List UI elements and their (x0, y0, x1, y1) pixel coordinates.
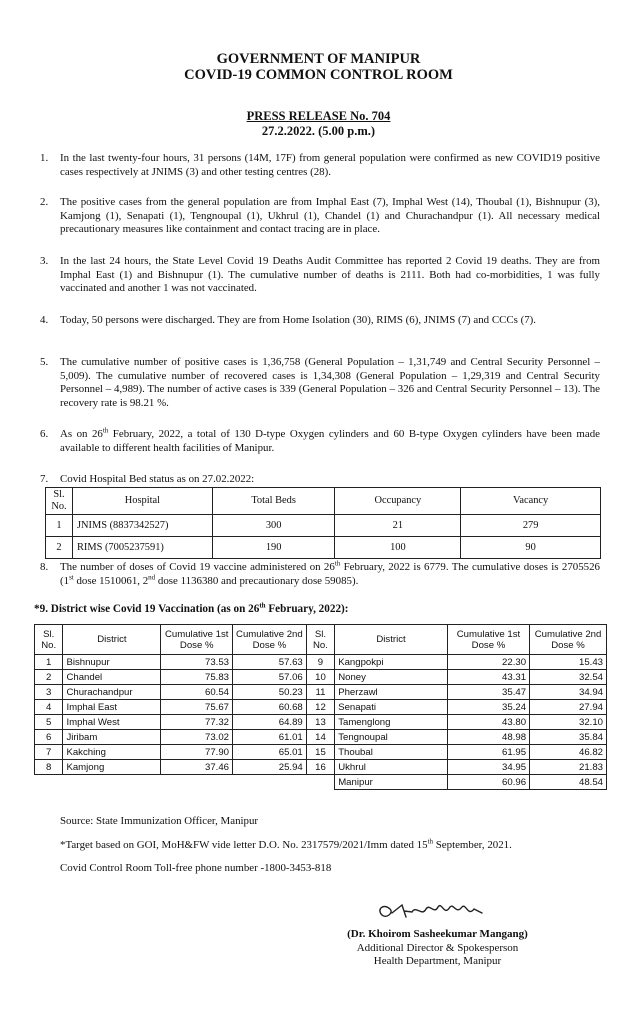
item-text: The number of doses of Covid 19 vaccine administered on 26th February, 2022 is 6779. The cumulative doses is 2705526 (1st dose 1510061, 2nd dose 1136380 and precautionary dose 59085). (60, 559, 600, 587)
table-cell (35, 775, 63, 790)
table-cell: 73.53 (161, 655, 233, 670)
column-header: District (335, 625, 448, 655)
column-header: Vacancy (461, 488, 601, 515)
table-cell: 2 (46, 537, 73, 559)
table-cell (306, 775, 334, 790)
table-header-row (46, 488, 601, 515)
item-number: 3. (40, 255, 49, 267)
table-cell: Kamjong (63, 760, 161, 775)
signatory-designation: Additional Director & Spokesperson (356, 941, 519, 954)
table-cell: Churachandpur (63, 685, 161, 700)
table-cell: Ukhrul (335, 760, 448, 775)
table-cell: 22.30 (447, 655, 529, 670)
table-cell: 48.54 (530, 775, 607, 790)
table-cell: 32.10 (530, 715, 607, 730)
item-text: Covid Hospital Bed status as on 27.02.2022: (60, 473, 255, 485)
table-cell: 15 (306, 745, 334, 760)
item-number: 5. (40, 356, 49, 368)
table-cell: 73.02 (161, 730, 233, 745)
item-5 (40, 356, 600, 410)
table-cell: 1 (35, 655, 63, 670)
target-note: *Target based on GOI, MoH&FW vide letter D.O. No. 2317579/2021/Imm dated 15th September, 2021. (60, 837, 512, 851)
hospital-bed-table (45, 487, 601, 559)
table-cell: 9 (306, 655, 334, 670)
table-cell: 35.24 (447, 700, 529, 715)
table-cell: 34.94 (530, 685, 607, 700)
item-text: The positive cases from the general population are from Imphal East (7), Imphal West (14), Thoubal (1), Bishnupur (3), Kamjong (1), Senapati (1), Tengnoupal (1), Ukhrul (1), Chandel (1) and Churachandpur (1). All necessary medical precautionary measures like containment and contact tracing are in place. (60, 196, 600, 236)
item-6 (40, 428, 600, 455)
district-vaccination-table (34, 624, 607, 790)
item-text: The cumulative number of positive cases is 1,36,758 (General Population – 1,31,749 and Central Security Personnel – 5,009). The cumulative number of recovered cases is 1,34,308 (General Population – 1,29,319 and Central Security Personnel – 4,989). The number of active cases is 339 (General Population – 326 and Central Security Personnel – 13). The recovery rate is 98.21 %. (60, 356, 600, 409)
table-cell: 90 (461, 537, 601, 559)
table-row (35, 700, 607, 715)
item-2 (40, 196, 600, 237)
column-header: Sl. No. (306, 625, 334, 655)
table-cell: 37.46 (161, 760, 233, 775)
press-release-number: PRESS RELEASE No. 704 (246, 109, 391, 123)
table-cell: 61.95 (447, 745, 529, 760)
table-cell (233, 775, 307, 790)
table-cell: 60.54 (161, 685, 233, 700)
table-cell: 61.01 (233, 730, 307, 745)
table-cell: 57.06 (233, 670, 307, 685)
signature-image (372, 895, 492, 925)
table-row (35, 730, 607, 745)
signatory-department: Health Department, Manipur (373, 955, 502, 967)
table-cell: 25.94 (233, 760, 307, 775)
table-cell: 8 (35, 760, 63, 775)
table-cell: Imphal West (63, 715, 161, 730)
column-header: Sl. No. (35, 625, 63, 655)
table-row (35, 715, 607, 730)
column-header: Occupancy (335, 488, 461, 515)
column-header: District (63, 625, 161, 655)
table-cell: Bishnupur (63, 655, 161, 670)
table-cell: Kangpokpi (335, 655, 448, 670)
column-header: Total Beds (212, 488, 335, 515)
table-cell: RIMS (7005237591) (72, 537, 212, 559)
item-7 (40, 473, 600, 487)
table-cell: 7 (35, 745, 63, 760)
item-text: In the last 24 hours, the State Level Covid 19 Deaths Audit Committee has reported 2 Covid 19 deaths. They are from Imphal East (1) and Bishnupur (1). The cumulative number of deaths is 2111. Both had co-morbidities, 1 was fully vaccinated and another 1 was not vaccinated. (60, 255, 600, 295)
table-cell: 75.83 (161, 670, 233, 685)
table-cell: 12 (306, 700, 334, 715)
item-number: 2. (40, 196, 49, 208)
table-cell: 60.96 (447, 775, 529, 790)
table-cell: Noney (335, 670, 448, 685)
table-cell: 4 (35, 700, 63, 715)
item-text: As on 26th February, 2022, a total of 130 D-type Oxygen cylinders and 60 B-type Oxygen cylinders have been made available to different health facilities of Manipur. (60, 426, 600, 454)
item-1 (40, 152, 600, 179)
table-cell: Kakching (63, 745, 161, 760)
table-row (46, 515, 601, 537)
table-cell: 3 (35, 685, 63, 700)
table-cell: 11 (306, 685, 334, 700)
item-8 (40, 561, 600, 588)
table-cell: 46.82 (530, 745, 607, 760)
table-cell: Jiribam (63, 730, 161, 745)
column-header: Cumulative 1st Dose % (161, 625, 233, 655)
signatory-block (330, 928, 545, 969)
table-cell: 77.90 (161, 745, 233, 760)
source-note: Source: State Immunization Officer, Manipur (60, 815, 259, 827)
column-header: Cumulative 2nd Dose % (530, 625, 607, 655)
table-cell: 60.68 (233, 700, 307, 715)
item-number: 7. (40, 473, 49, 485)
table-row (46, 537, 601, 559)
table-cell: Imphal East (63, 700, 161, 715)
district-vaccination-heading: *9. District wise Covid 19 Vaccination (as on 26th February, 2022): (34, 601, 349, 615)
column-header: Hospital (72, 488, 212, 515)
table-cell: 15.43 (530, 655, 607, 670)
table-cell: 6 (35, 730, 63, 745)
item-number: 1. (40, 152, 49, 164)
table-cell: 16 (306, 760, 334, 775)
table-row (35, 670, 607, 685)
table-cell: 190 (212, 537, 335, 559)
table-cell: 64.89 (233, 715, 307, 730)
table-cell: JNIMS (8837342527) (72, 515, 212, 537)
press-release-date: 27.2.2022. (5.00 p.m.) (261, 124, 376, 138)
table-cell: Tengnoupal (335, 730, 448, 745)
table-cell: Thoubal (335, 745, 448, 760)
table-cell: 27.94 (530, 700, 607, 715)
table-cell: Tamenglong (335, 715, 448, 730)
table-cell: 50.23 (233, 685, 307, 700)
table-cell: Chandel (63, 670, 161, 685)
header-government: GOVERNMENT OF MANIPUR (216, 51, 421, 67)
item-text: In the last twenty-four hours, 31 persons (14M, 17F) from general population were confirmed as new COVID19 positive cases respectively at JNIMS (3) and other testing centres (28). (60, 152, 600, 178)
table-total-row (35, 775, 607, 790)
table-cell: 65.01 (233, 745, 307, 760)
table-cell (161, 775, 233, 790)
table-cell: 300 (212, 515, 335, 537)
table-cell: 43.31 (447, 670, 529, 685)
table-cell: 43.80 (447, 715, 529, 730)
table-row (35, 760, 607, 775)
table-cell: 35.47 (447, 685, 529, 700)
table-cell: 2 (35, 670, 63, 685)
header-control-room: COVID-19 COMMON CONTROL ROOM (184, 67, 453, 83)
table-cell: 13 (306, 715, 334, 730)
table-cell: 48.98 (447, 730, 529, 745)
item-4 (40, 314, 600, 328)
item-number: 4. (40, 314, 49, 326)
table-row (35, 745, 607, 760)
table-row (35, 685, 607, 700)
item-text: Today, 50 persons were discharged. They are from Home Isolation (30), RIMS (6), JNIMS (7) and CCCs (7). (60, 314, 537, 326)
table-cell: 75.67 (161, 700, 233, 715)
table-cell: 10 (306, 670, 334, 685)
column-header: Sl. No. (46, 488, 73, 515)
tollfree-note: Covid Control Room Toll-free phone number -1800-3453-818 (60, 862, 332, 874)
table-cell: Pherzawl (335, 685, 448, 700)
column-header: Cumulative 1st Dose % (447, 625, 529, 655)
table-cell: 77.32 (161, 715, 233, 730)
table-header-row (35, 625, 607, 655)
table-row (35, 655, 607, 670)
table-cell: 21 (335, 515, 461, 537)
table-cell: 5 (35, 715, 63, 730)
table-cell: Manipur (335, 775, 448, 790)
table-cell: 32.54 (530, 670, 607, 685)
table-cell (63, 775, 161, 790)
table-cell: 34.95 (447, 760, 529, 775)
item-3 (40, 255, 600, 296)
table-cell: 100 (335, 537, 461, 559)
column-header: Cumulative 2nd Dose % (233, 625, 307, 655)
table-cell: 279 (461, 515, 601, 537)
table-cell: 1 (46, 515, 73, 537)
table-cell: 14 (306, 730, 334, 745)
table-cell: 57.63 (233, 655, 307, 670)
table-cell: Senapati (335, 700, 448, 715)
item-number: 6. (40, 428, 49, 440)
signatory-name: (Dr. Khoirom Sasheekumar Mangang) (347, 928, 528, 940)
table-cell: 21.83 (530, 760, 607, 775)
item-number: 8. (40, 561, 49, 573)
table-cell: 35.84 (530, 730, 607, 745)
